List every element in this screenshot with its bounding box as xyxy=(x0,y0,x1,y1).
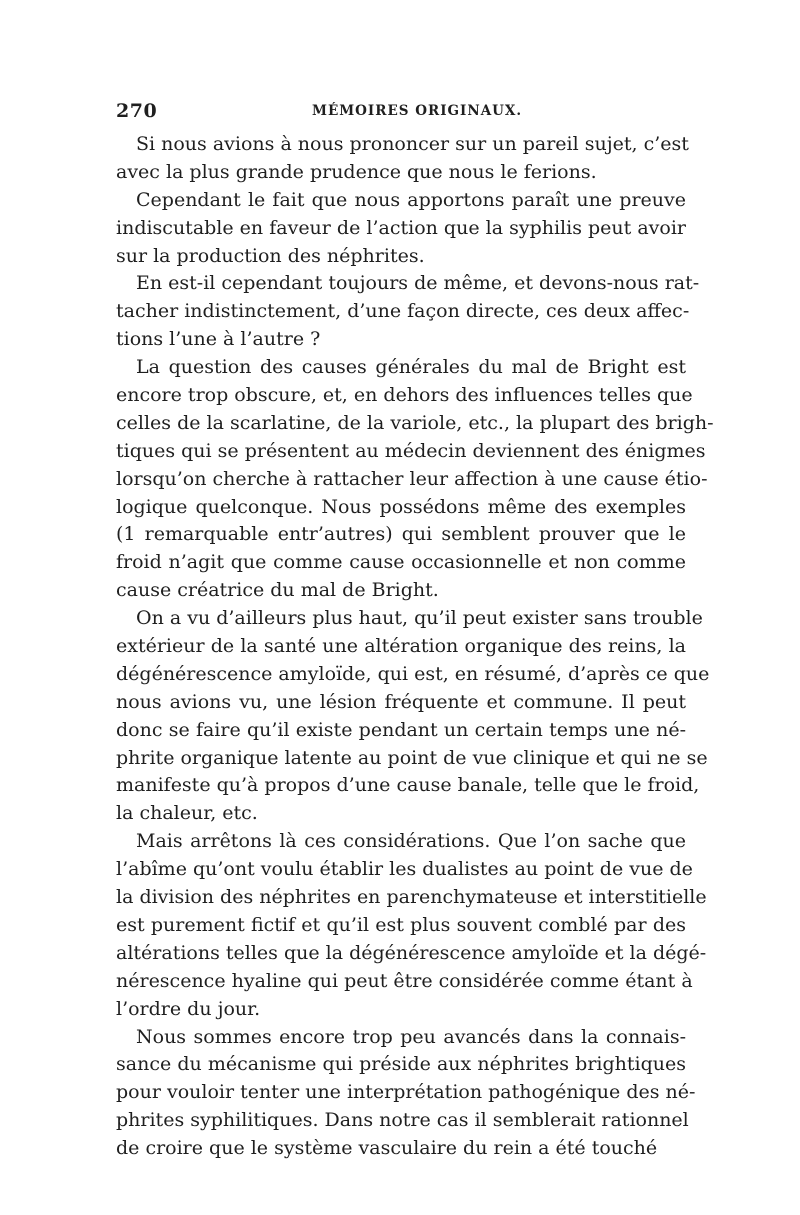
text-line: sance du mécanisme qui préside aux néphrites brightiques xyxy=(116,1053,686,1076)
text-line: phrites syphilitiques. Dans notre cas il semblerait rationnel xyxy=(116,1109,689,1132)
page-header xyxy=(116,100,686,124)
text-line: indiscutable en faveur de l’action que la syphilis peut avoir xyxy=(116,216,686,239)
running-title: MÉMOIRES ORIGINAUX. xyxy=(312,103,523,119)
text-line: encore trop obscure, et, en dehors des influences telles que xyxy=(116,384,693,407)
text-line: extérieur de la santé une altération organique des reins, la xyxy=(116,635,686,658)
text-line: la chaleur, etc. xyxy=(116,802,258,825)
text-line: la division des néphrites en parenchymateuse et interstitielle xyxy=(116,886,707,909)
text-line: celles de la scarlatine, de la variole, etc., la plupart des brigh- xyxy=(116,411,714,434)
text-line: nérescence hyaline qui peut être considérée comme étant à xyxy=(116,969,693,992)
paragraph xyxy=(116,131,689,187)
text-line: pour vouloir tenter une interprétation pathogénique des né- xyxy=(116,1081,696,1104)
paragraph xyxy=(116,605,710,828)
text-line: donc se faire qu’il existe pendant un certain temps une né- xyxy=(116,718,686,741)
text-line: tacher indistinctement, d’une façon directe, ces deux affec- xyxy=(116,300,690,323)
paragraph xyxy=(116,187,686,271)
text-line: On a vu d’ailleurs plus haut, qu’il peut exister sans trouble xyxy=(136,607,703,630)
text-line: froid n’agit que comme cause occasionnelle et non comme xyxy=(116,551,686,574)
paragraph xyxy=(116,1024,696,1163)
text-line: sur la production des néphrites. xyxy=(116,244,425,267)
text-line: La question des causes générales du mal de Bright est xyxy=(136,356,686,379)
text-line: Mais arrêtons là ces considérations. Que l’on sache que xyxy=(136,830,686,853)
text-line: cause créatrice du mal de Bright. xyxy=(116,579,439,602)
text-line: avec la plus grande prudence que nous le ferions. xyxy=(116,160,597,183)
text-line: l’ordre du jour. xyxy=(116,997,261,1020)
text-line: En est-il cependant toujours de même, et devons-nous rat- xyxy=(136,272,700,295)
text-line: tiques qui se présentent au médecin deviennent des énigmes xyxy=(116,439,706,462)
paragraph xyxy=(116,270,700,354)
text-line: (1 remarquable entr’autres) qui semblent prouver que le xyxy=(116,523,686,546)
text-line: Si nous avions à nous prononcer sur un pareil sujet, c’est xyxy=(136,133,689,155)
paragraph xyxy=(116,828,707,1023)
text-line: lorsqu’on cherche à rattacher leur affection à une cause étio- xyxy=(116,467,708,490)
page-number: 270 xyxy=(116,100,158,122)
text-line: logique quelconque. Nous possédons même des exemples xyxy=(116,495,686,518)
text-line: nous avions vu, une lésion fréquente et commune. Il peut xyxy=(116,690,686,713)
body-text xyxy=(116,131,714,1163)
text-line: est purement fictif et qu’il est plus souvent comblé par des xyxy=(116,913,686,936)
text-line: tions l’une à l’autre ? xyxy=(116,328,321,351)
text-line: manifeste qu’à propos d’une cause banale, telle que le froid, xyxy=(116,774,700,797)
text-line: de croire que le système vasculaire du rein a été touché xyxy=(116,1137,658,1160)
text-line: l’abîme qu’ont voulu établir les dualistes au point de vue de xyxy=(116,858,693,881)
text-line: Cependant le fait que nous apportons paraît une preuve xyxy=(136,188,686,211)
paragraph xyxy=(116,354,714,605)
text-line: dégénérescence amyloïde, qui est, en résumé, d’après ce que xyxy=(116,662,710,685)
text-line: Nous sommes encore trop peu avancés dans la connais- xyxy=(136,1025,686,1048)
text-line: altérations telles que la dégénérescence amyloïde et la dégé- xyxy=(116,941,707,964)
text-line: phrite organique latente au point de vue clinique et qui ne se xyxy=(116,746,708,769)
